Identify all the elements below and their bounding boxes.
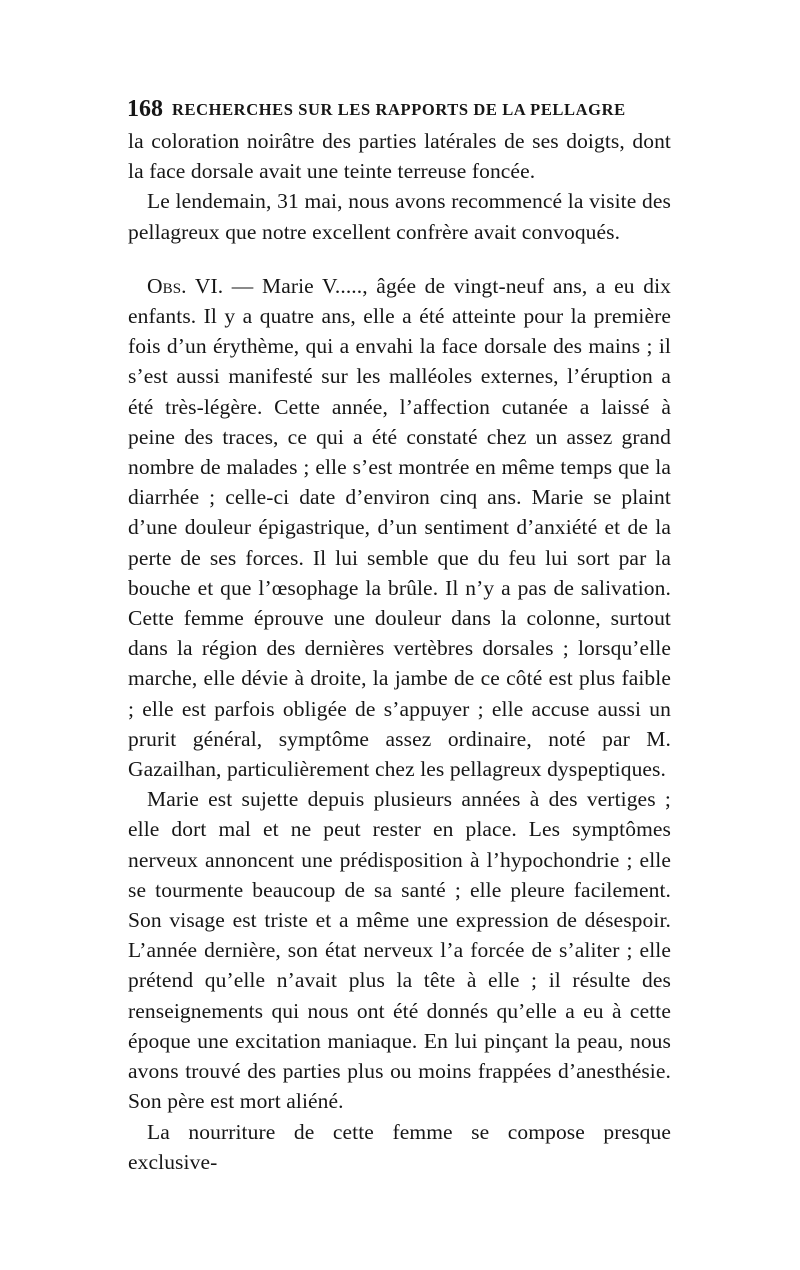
paragraph-observation <box>128 271 671 784</box>
paragraph-continuation: la coloration noirâtre des parties latérales de ses doigts, dont la face dorsale avait une teinte terreuse foncée. <box>128 129 671 184</box>
observation-text: — Marie V....., âgée de vingt-neuf ans, a eu dix enfants. Il y a quatre ans, elle a été atteinte pour la première fois d’un érythème, qui a envahi la face dorsale des mains ; il s’est aussi manifesté sur les malléoles externes, l’éruption a été très-légère. Cette année, l’affection cutanée a laissé à peine des traces, ce qui a été constaté chez un assez grand nombre de malades ; elle s’est montrée en même temps que la diarrhée ; celle-ci date d’environ cinq ans. Marie se plaint d’une douleur épigastrique, d’un sentiment d’anxiété et de la perte de ses forces. Il lui semble que du feu lui sort par la bouche et que l’œsophage la brûle. Il n’y a pas de salivation. Cette femme éprouve une douleur dans la colonne, surtout dans la région des dernières vertèbres dorsales ; lorsqu’elle marche, elle dévie à droite, la jambe de ce côté est plus faible ; elle est parfois obligée de s’appuyer ; elle accuse aussi un prurit général, symptôme assez ordinaire, noté par M. Gazailhan, particulièrement chez les pellagreux dyspeptiques. <box>128 273 671 782</box>
running-head <box>127 94 657 124</box>
body-text <box>128 126 671 1177</box>
observation-label: Obs. VI. <box>147 273 224 298</box>
page-number: 168 <box>127 96 163 122</box>
paragraph-visit: Le lendemain, 31 mai, nous avons recommencé la visite des pellagreux que notre excellent confrère avait convoqués. <box>128 189 671 244</box>
running-title: RECHERCHES SUR LES RAPPORTS DE LA PELLAGRE <box>172 100 626 119</box>
paragraph-nourishment: La nourriture de cette femme se compose presque exclusive- <box>128 1119 671 1174</box>
paragraph-symptoms: Marie est sujette depuis plusieurs années à des vertiges ; elle dort mal et ne peut rester en place. Les symptômes nerveux annoncent une prédisposition à l’hypochondrie ; elle se tourmente beaucoup de sa santé ; elle pleure facilement. Son visage est triste et a même une expression de désespoir. L’année dernière, son état nerveux l’a forcée de s’aliter ; elle prétend qu’elle n’avait plus la tête à elle ; il résulte des renseignements qui nous ont été donnés qu’elle a eu à cette époque une excitation maniaque. En lui pinçant la peau, nous avons trouvé des parties plus ou moins frappées d’anesthésie. Son père est mort aliéné. <box>128 787 671 1114</box>
